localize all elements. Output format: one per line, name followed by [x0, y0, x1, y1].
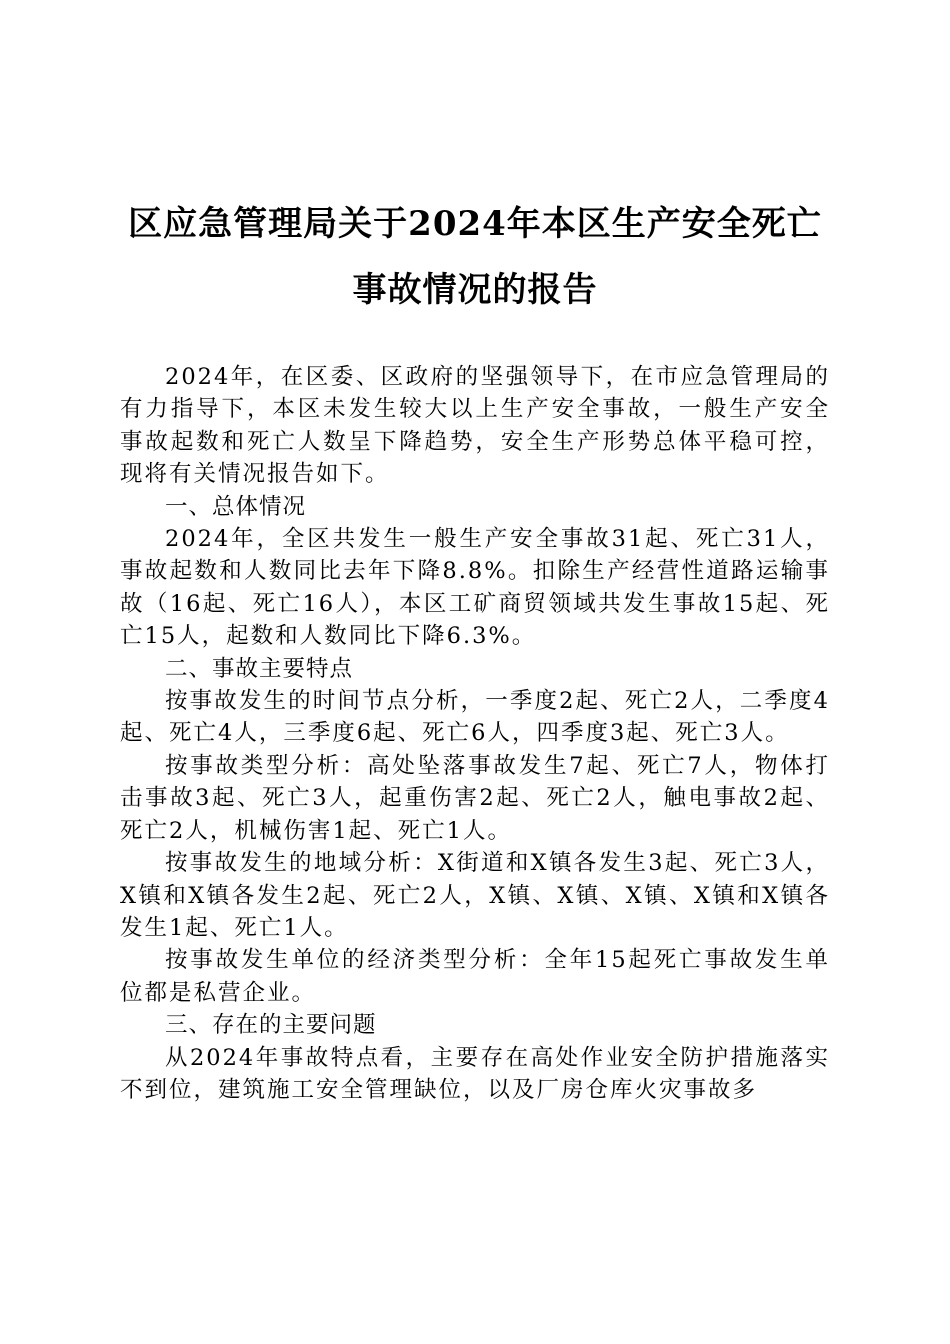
document-title-line-2: 事故情况的报告: [352, 270, 598, 310]
section-2-paragraph-1: 按事故发生的时间节点分析，一季度2起、死亡2人，二季度4起、死亡4人，三季度6起、死亡6人，四季度3起、死亡3人。: [120, 688, 830, 747]
section-2-paragraph-2: 按事故类型分析：高处坠落事故发生7起、死亡7人，物体打击事故3起、死亡3人，起重伤害2起、死亡2人，触电事故2起、死亡2人，机械伤害1起、死亡1人。: [120, 752, 830, 844]
section-3-paragraph-1: 从2024年事故特点看，主要存在高处作业安全防护措施落实不到位，建筑施工安全管理缺位，以及厂房仓库火灾事故多: [120, 1044, 830, 1103]
intro-paragraph: 2024年，在区委、区政府的坚强领导下，在市应急管理局的有力指导下，本区未发生较大以上生产安全事故，一般生产安全事故起数和死亡人数呈下降趋势，安全生产形势总体平稳可控，现将有关情况报告如下。: [120, 364, 830, 488]
section-1-paragraph-1: 2024年，全区共发生一般生产安全事故31起、死亡31人，事故起数和人数同比去年下降8.8%。扣除生产经营性道路运输事故（16起、死亡16人），本区工矿商贸领域共发生事故15起、死亡15人，起数和人数同比下降6.3%。: [120, 526, 830, 650]
section-2-heading: 二、事故主要特点: [165, 655, 354, 682]
document-body: [120, 361, 830, 1106]
document-title-line-1: 区应急管理局关于2024年本区生产安全死亡: [128, 204, 822, 244]
section-2-paragraph-3: 按事故发生的地域分析：X街道和X镇各发生3起、死亡3人，X镇和X镇各发生2起、死亡2人，X镇、X镇、X镇、X镇和X镇各发生1起、死亡1人。: [120, 850, 830, 941]
section-2-paragraph-4: 按事故发生单位的经济类型分析：全年15起死亡事故发生单位都是私营企业。: [120, 947, 830, 1006]
section-3-heading: 三、存在的主要问题: [165, 1012, 377, 1039]
section-1-heading: 一、总体情况: [165, 493, 307, 520]
